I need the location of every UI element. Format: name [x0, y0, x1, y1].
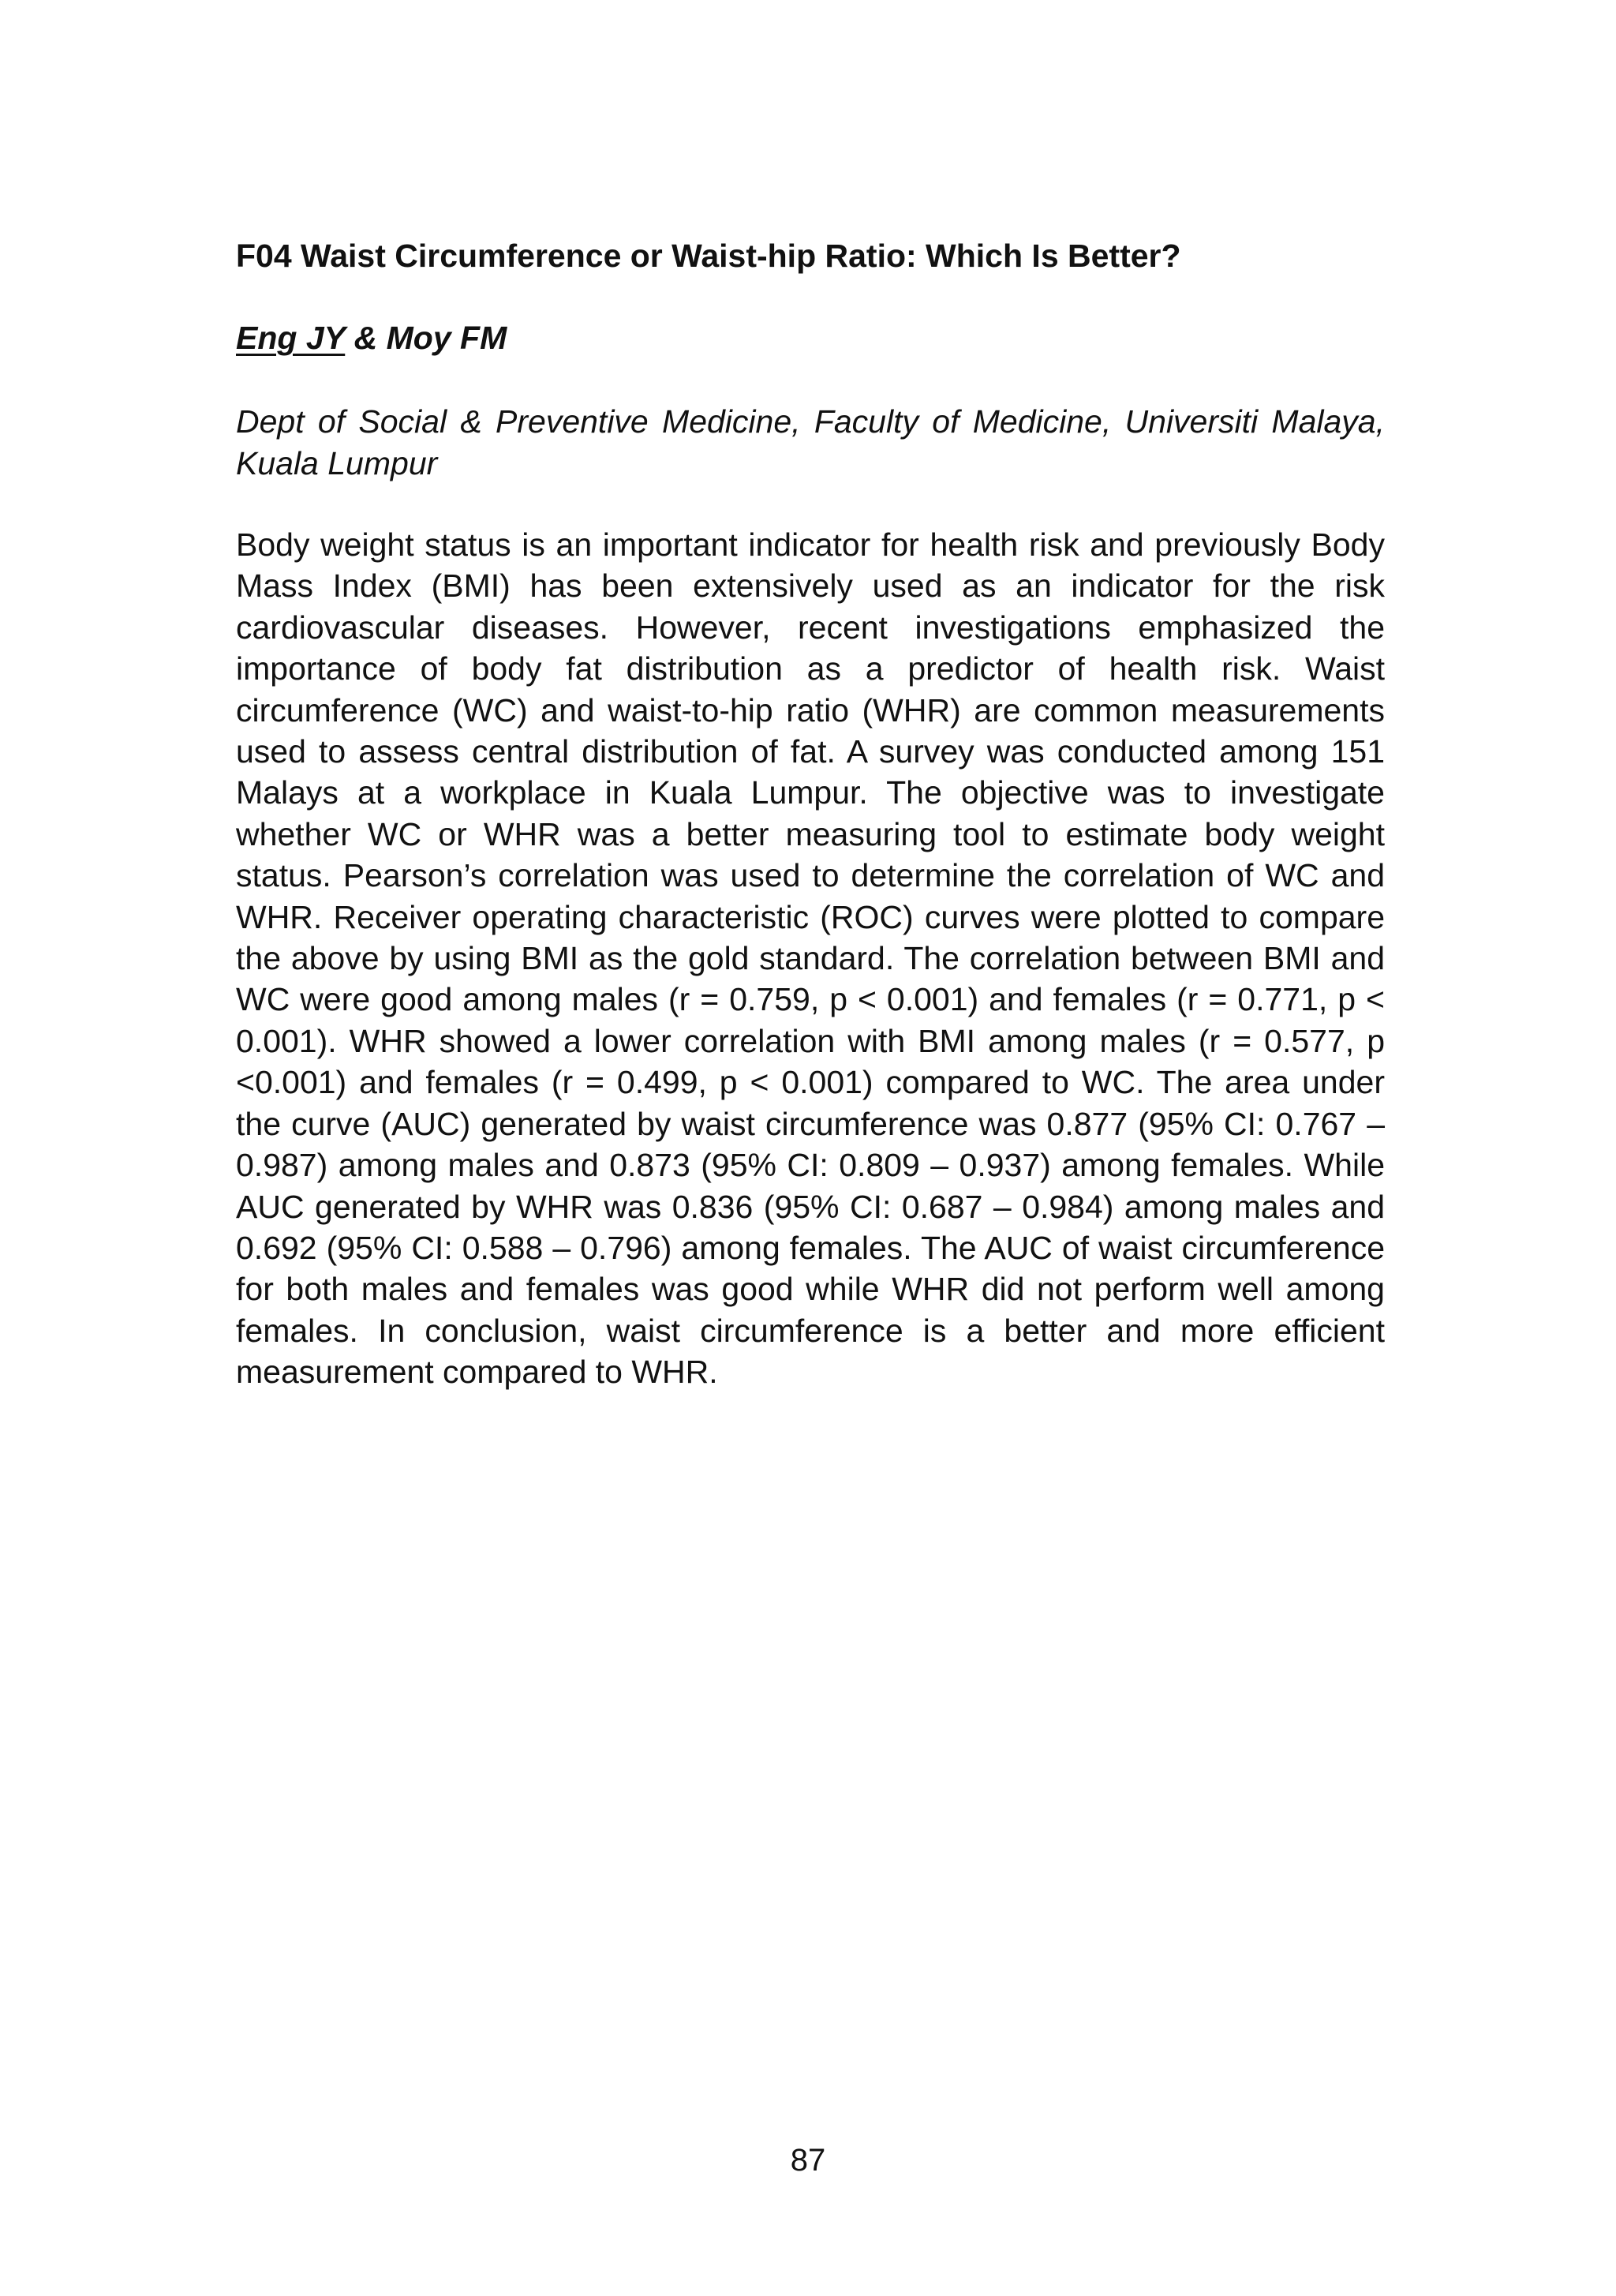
co-authors: & Moy FM [345, 320, 507, 356]
abstract-title: F04 Waist Circumference or Waist-hip Ratio: Which Is Better? [236, 238, 1181, 274]
abstract-body: Body weight status is an important indicator for health risk and previously Body Mass Index (BMI) has been extensively used as an indicator for the risk cardiovascular diseases. However, recent investigations emphasized the importance of body fat distribution as a predictor of health risk. Waist circumference (WC) and waist-to-hip ratio (WHR) are common measurements used to assess central distribution of fat. A survey was conducted among 151 Malays at a workplace in Kuala Lumpur. The objective was to investigate whether WC or WHR was a better measuring tool to estimate body weight status. Pearson’s correlation was used to determine the correlation of WC and WHR. Receiver operating characteristic (ROC) curves were plotted to compare the above by using BMI as the gold standard. The correlation between BMI and WC were good among males (r = 0.759, p < 0.001) and females (r = 0.771, p < 0.001). WHR showed a lower correlation with BMI among males (r = 0.577, p <0.001) and females (r = 0.499, p < 0.001) compared to WC. The area under the curve (AUC) generated by waist circumference was 0.877 (95% CI: 0.767 – 0.987) among males and 0.873 (95% CI: 0.809 – 0.937) among females. While AUC generated by WHR was 0.836 (95% CI: 0.687 – 0.984) among males and 0.692 (95% CI: 0.588 – 0.796) among females. The AUC of waist circumference for both males and females was good while WHR did not perform well among females. In conclusion, waist circumference is a better and more efficient measurement compared to WHR. [236, 526, 1385, 1391]
presenting-author: Eng JY [236, 320, 346, 356]
author-line [236, 317, 507, 358]
affiliation: Dept of Social & Preventive Medicine, Faculty of Medicine, Universiti Malaya, Kuala Lumpur [236, 403, 1385, 481]
page-number: 87 [790, 2143, 826, 2178]
